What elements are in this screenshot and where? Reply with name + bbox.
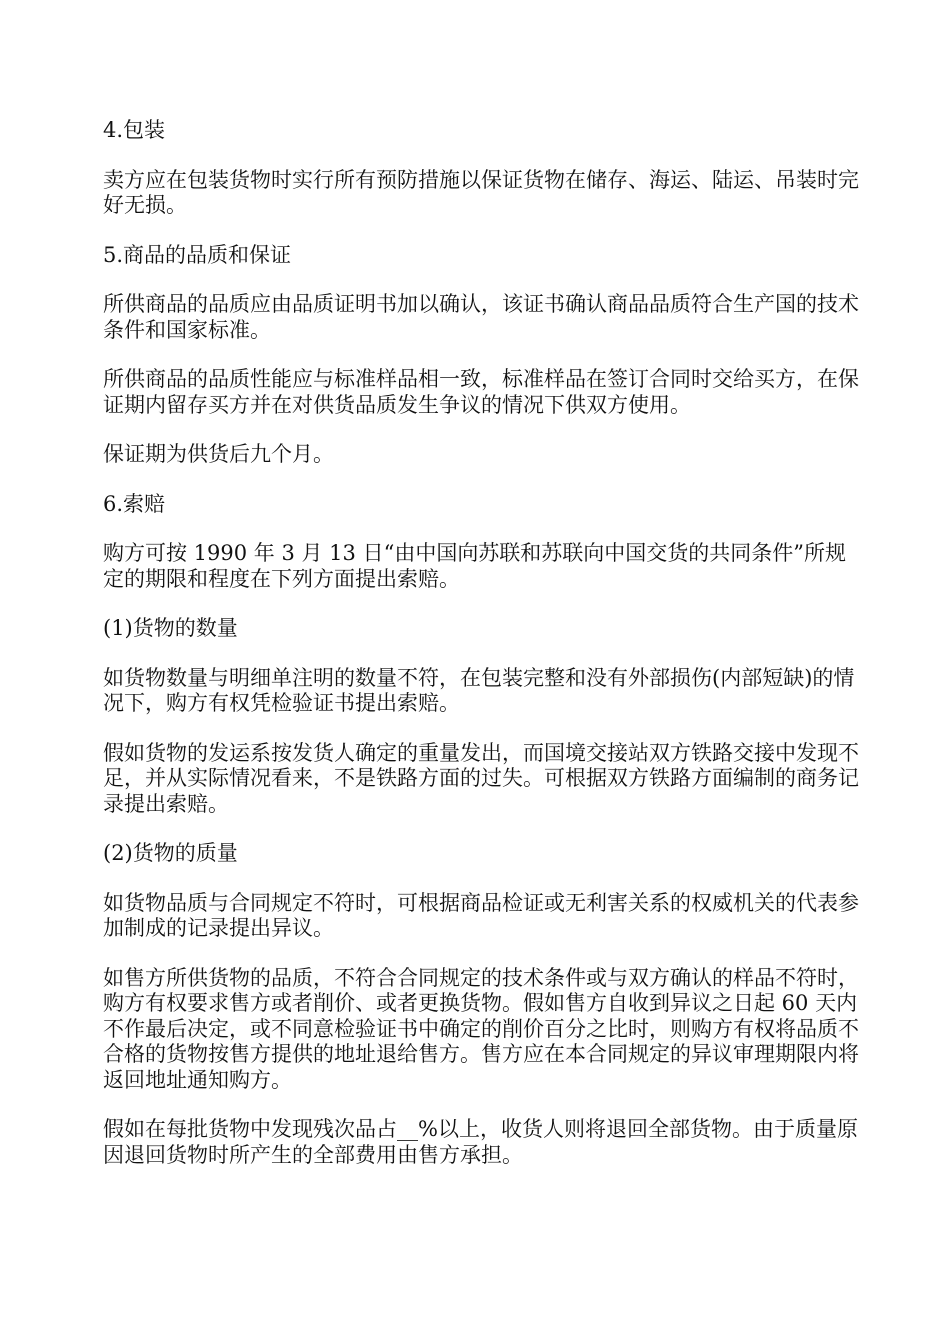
subheading-quantity: (1)货物的数量 [103,616,238,640]
paragraph-weight-shortage: 假如货物的发运系按发货人确定的重量发出，而国境交接站双方铁路交接中发现不足，并从实际情况看来，不是铁路方面的过失。可根据双方铁路方面编制的商务记录提出索赔。 [103,740,859,816]
paragraph-quality-objection: 如货物品质与合同规定不符时，可根据商品检证或无利害关系的权威机关的代表参加制成的记录提出异议。 [103,890,859,940]
paragraph-quantity-mismatch: 如货物数量与明细单注明的数量不符，在包装完整和没有外部损伤(内部短缺)的情况下，购方有权凭检验证书提出索赔。 [103,665,855,715]
paragraph-packaging: 卖方应在包装货物时实行所有预防措施以保证货物在储存、海运、陆运、吊装时完好无损。 [103,167,859,217]
subheading-quality: (2)货物的质量 [103,841,238,865]
section-heading-claims: 6.索赔 [103,491,166,516]
document-body [103,118,865,1192]
paragraph-quality-remedy: 如售方所供货物的品质，不符合合同规定的技术条件或与双方确认的样品不符时，购方有权要求售方或者削价、或者更换货物。假如售方自收到异议之日起 60 天内不作最后决定，或不同意检验证书中确定的削价百分之比时，则购方有权将品质不合格的货物按售方提供的地址退给售方。售方应在本合同规定的异议审理期限内将返回地址通知购方。 [103,965,859,1092]
paragraph-standard-sample: 所供商品的品质性能应与标准样品相一致，标准样品在签订合同时交给买方，在保证期内留存买方并在对供货品质发生争议的情况下供双方使用。 [103,367,859,417]
paragraph-quality-certificate: 所供商品的品质应由品质证明书加以确认，该证书确认商品品质符合生产国的技术条件和国家标准。 [103,292,859,342]
paragraph-claims-intro: 购方可按 1990 年 3 月 13 日“由中国向苏联和苏联向中国交货的共同条件”所规定的期限和程度在下列方面提出索赔。 [103,541,847,591]
paragraph-defect-return: 假如在每批货物中发现残次品占__%以上，收货人则将退回全部货物。由于质量原因退回货物时所产生的全部费用由售方承担。 [103,1117,858,1167]
section-heading-packaging: 4.包装 [103,118,166,142]
section-heading-quality-guarantee: 5.商品的品质和保证 [103,242,292,267]
paragraph-guarantee-period: 保证期为供货后九个月。 [103,442,334,466]
